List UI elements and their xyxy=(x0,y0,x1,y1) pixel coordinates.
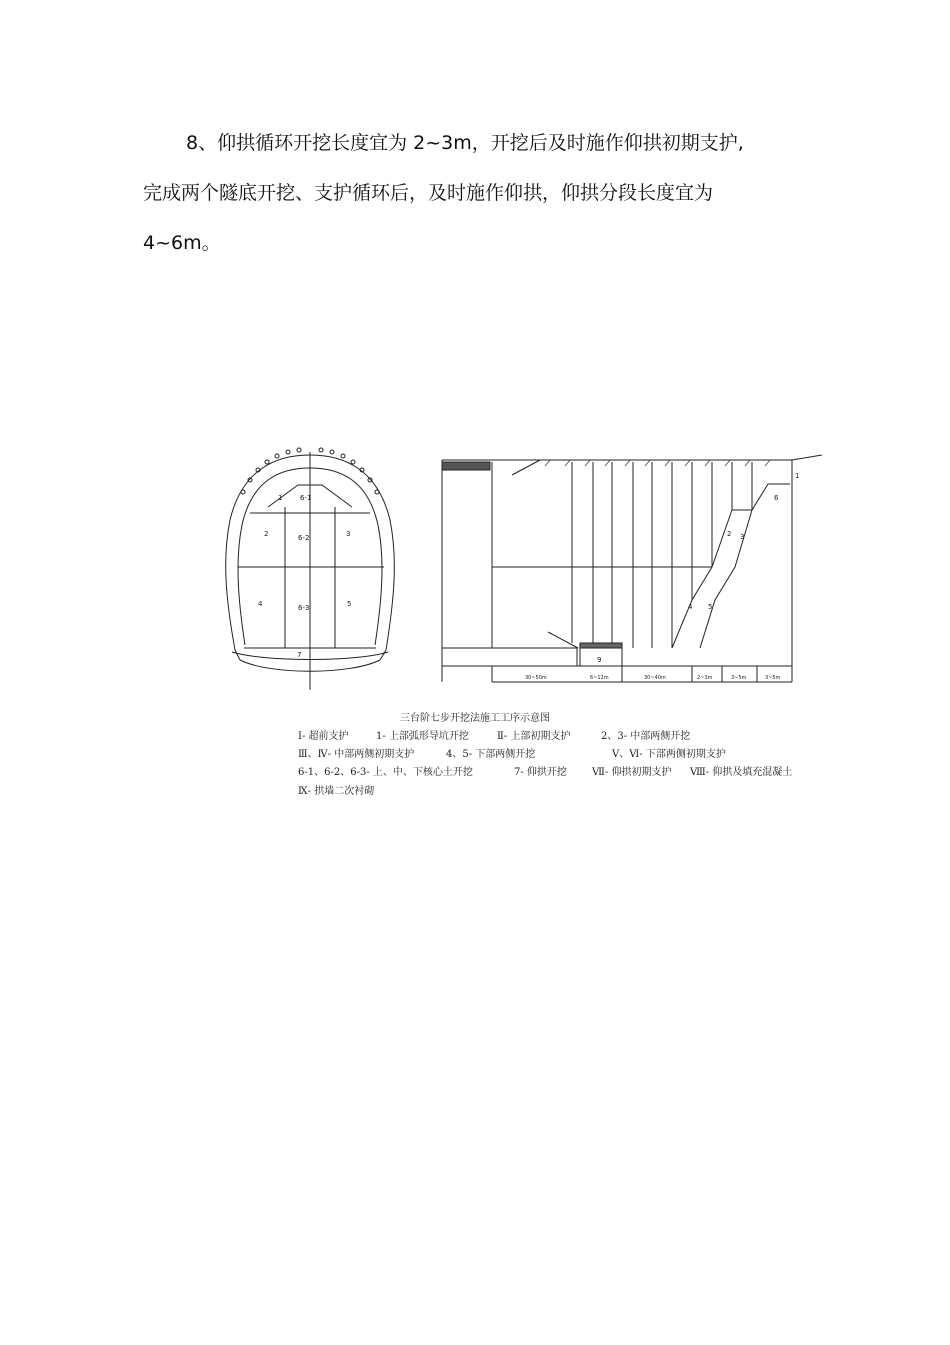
dimension-1: 30~50m xyxy=(525,675,547,681)
label-1: 1 xyxy=(278,494,283,502)
legend-item-2: 1- 上部弧形导坑开挖 xyxy=(376,731,469,742)
paragraph-line-1: 8、仰拱循环开挖长度宜为 2~3m，开挖后及时施作仰拱初期支护, xyxy=(186,132,744,154)
dimension-3: 30~40m xyxy=(644,675,666,681)
profile-label-6: 6 xyxy=(774,494,779,502)
profile-label-5: 5 xyxy=(708,603,713,611)
profile-dimensions xyxy=(525,675,781,681)
legend-item-9: 7- 仰拱开挖 xyxy=(514,767,567,778)
paragraph-line-3: 4~6m。 xyxy=(143,232,221,254)
dimension-5: 3~5m xyxy=(731,675,747,681)
label-6-3: 6-3 xyxy=(298,604,310,612)
profile-label-4: 4 xyxy=(688,603,693,611)
legend-item-1: Ⅰ- 超前支护 xyxy=(298,731,349,742)
label-6-1: 6-1 xyxy=(300,494,312,502)
dimension-2: 6~12m xyxy=(590,675,609,681)
legend-item-3: Ⅱ- 上部初期支护 xyxy=(497,731,571,742)
figure-title: 三台阶七步开挖法施工工序示意图 xyxy=(400,713,550,724)
legend-item-10: Ⅶ- 仰拱初期支护 xyxy=(592,767,672,778)
profile-label-1: 1 xyxy=(795,472,800,480)
legend-item-5: Ⅲ、Ⅳ- 中部两侧初期支护 xyxy=(298,749,415,760)
legend-item-11: Ⅷ- 仰拱及填充混凝土 xyxy=(690,767,793,778)
label-5: 5 xyxy=(347,600,352,608)
label-4: 4 xyxy=(258,600,263,608)
label-2: 2 xyxy=(264,530,269,538)
profile-label-3: 3 xyxy=(740,533,745,541)
legend-item-4: 2、3- 中部两侧开挖 xyxy=(601,731,691,742)
legend-item-8: 6-1、6-2、6-3- 上、中、下核心土开挖 xyxy=(298,767,473,778)
tunnel-cross-section xyxy=(226,448,395,690)
tunnel-construction-diagram xyxy=(200,440,840,700)
label-3: 3 xyxy=(346,530,351,538)
paragraph-line-2: 完成两个隧底开挖、支护循环后，及时施作仰拱，仰拱分段长度宜为 xyxy=(143,182,714,204)
dimension-4: 2~3m xyxy=(697,675,713,681)
profile-label-2: 2 xyxy=(727,530,732,538)
profile-label-9: 9 xyxy=(597,656,602,664)
legend-item-6: 4、5- 下部两侧开挖 xyxy=(446,749,536,760)
tunnel-longitudinal-profile xyxy=(442,455,822,682)
profile-labels xyxy=(597,472,799,664)
legend-item-7: Ⅴ、Ⅵ- 下部两侧初期支护 xyxy=(612,749,726,760)
dimension-6: 3~5m xyxy=(765,675,781,681)
label-7: 7 xyxy=(297,651,302,659)
cross-section-labels xyxy=(258,494,351,659)
legend-item-12: Ⅸ- 拱墙二次衬砌 xyxy=(298,786,375,797)
label-6-2: 6-2 xyxy=(298,534,310,542)
